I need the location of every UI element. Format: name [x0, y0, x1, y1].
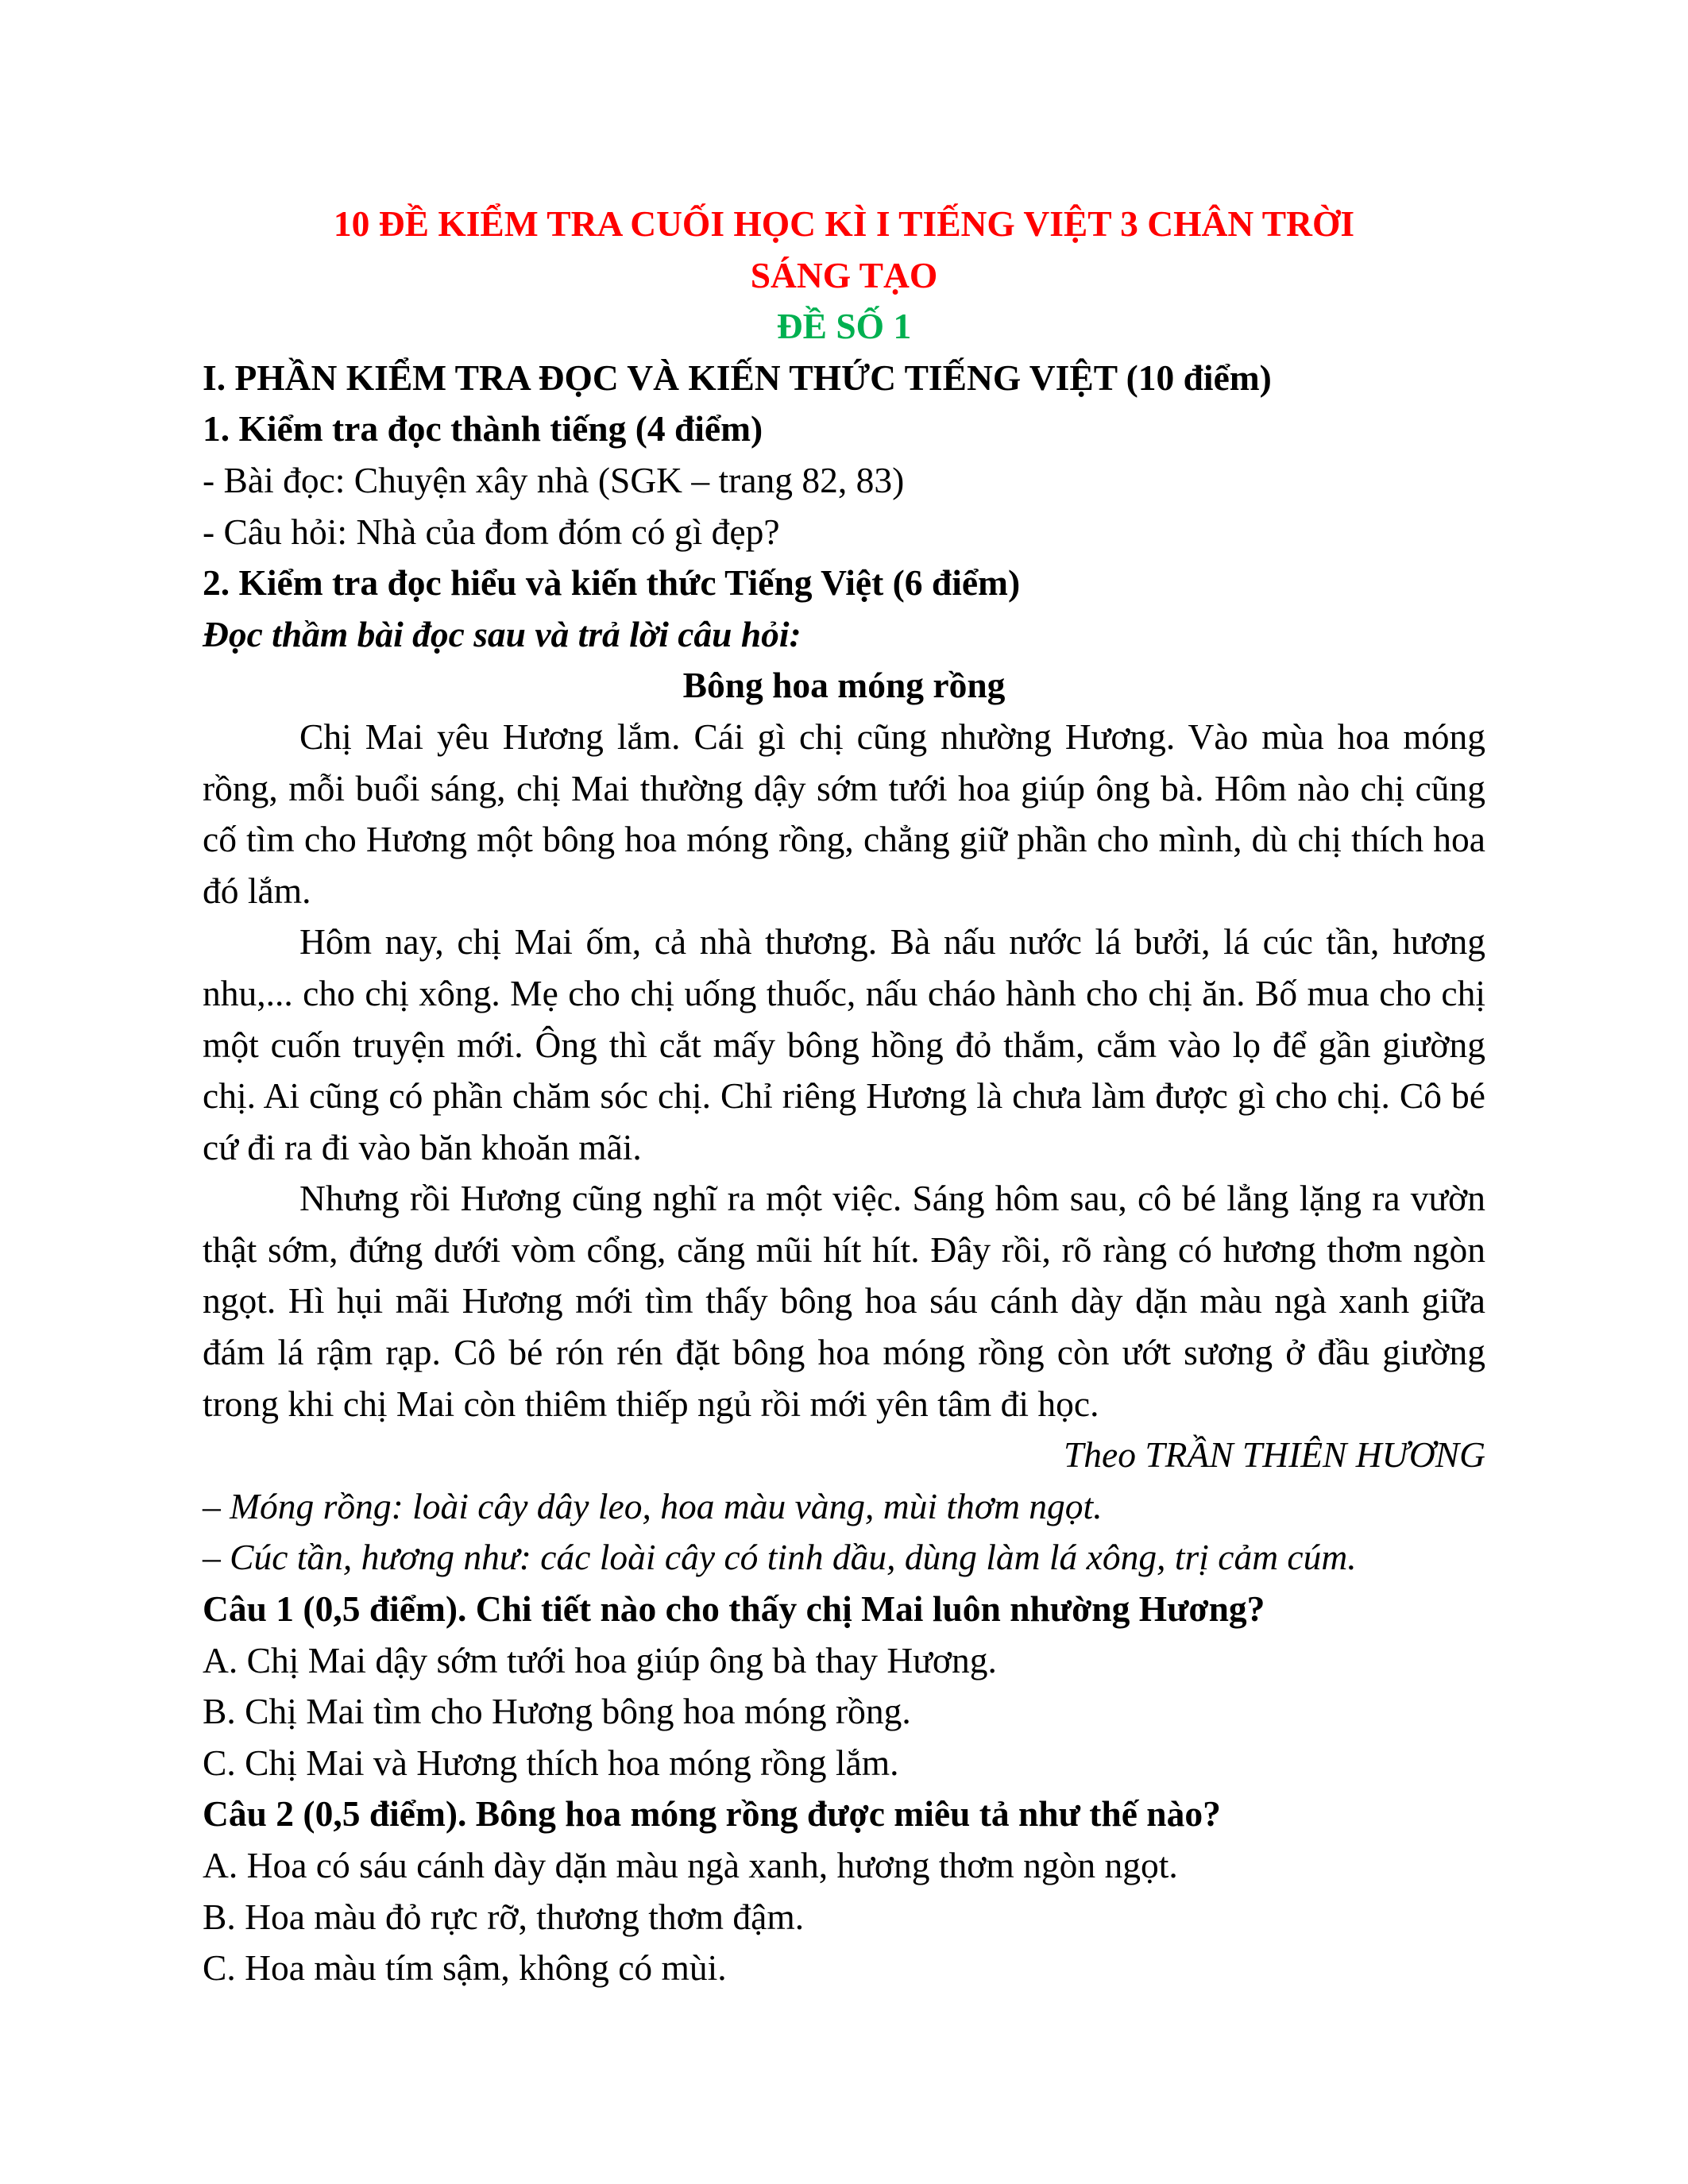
story-note: – Cúc tần, hương như: các loài cây có tinh dầu, dùng làm lá xông, trị cảm cúm.: [203, 1537, 1357, 1578]
story-paragraph: Hôm nay, chị Mai ốm, cả nhà thương. Bà nấu nước lá bưởi, lá cúc tần, hương nhu,... cho chị xông. Mẹ cho chị uống thuốc, nấu cháo hành cho chị ăn. Bố mua cho chị một cuốn truyện mới. Ông thì cắt mấy bông hồng đỏ thắm, cắm vào lọ để gần giường chị. Ai cũng có phần chăm sóc chị. Chỉ riêng Hương là chưa làm được gì cho chị. Cô bé cứ đi ra đi vào băn khoăn mãi.: [203, 921, 1485, 1167]
comprehension-heading: 2. Kiểm tra đọc hiểu và kiến thức Tiếng Việt (6 điểm): [203, 562, 1021, 604]
story-title: Bông hoa móng rồng: [682, 665, 1006, 706]
comprehension-instruction: Đọc thầm bài đọc sau và trả lời câu hỏi:: [203, 613, 802, 654]
question-2-option-c: C. Hoa màu tím sậm, không có mùi.: [203, 1947, 727, 1989]
question-1-option-b: B. Chị Mai tìm cho Hương bông hoa móng rồng.: [203, 1691, 911, 1732]
reading-aloud-heading: 1. Kiểm tra đọc thành tiếng (4 điểm): [203, 408, 763, 450]
question-2-prompt: Câu 2 (0,5 điểm). Bông hoa móng rồng được miêu tả như thế nào?: [203, 1793, 1221, 1835]
exam-number: ĐỀ SỐ 1: [776, 306, 912, 347]
question-2-option-b: B. Hoa màu đỏ rực rỡ, thương thơm đậm.: [203, 1896, 805, 1937]
story-note: – Móng rồng: loài cây dây leo, hoa màu vàng, mùi thơm ngọt.: [203, 1485, 1103, 1526]
document-title-line2: SÁNG TẠO: [750, 254, 938, 295]
part1-heading: I. PHẦN KIỂM TRA ĐỌC VÀ KIẾN THỨC TIẾNG VIỆT (10 điểm): [203, 357, 1272, 398]
reading-aloud-lesson: - Bài đọc: Chuyện xây nhà (SGK – trang 82, 83): [203, 459, 905, 500]
question-1-option-a: A. Chị Mai dậy sớm tưới hoa giúp ông bà thay Hương.: [203, 1639, 997, 1680]
document-page: [203, 199, 1485, 1994]
question-2-option-a: A. Hoa có sáu cánh dày dặn màu ngà xanh, hương thơm ngòn ngọt.: [203, 1845, 1178, 1885]
reading-aloud-question: - Câu hỏi: Nhà của đom đóm có gì đẹp?: [203, 511, 780, 552]
story-source: Theo TRẦN THIÊN HƯƠNG: [1063, 1434, 1485, 1476]
story-paragraph: Chị Mai yêu Hương lắm. Cái gì chị cũng nhường Hương. Vào mùa hoa móng rồng, mỗi buổi sáng, chị Mai thường dậy sớm tưới hoa giúp ông bà. Hôm nào chị cũng cố tìm cho Hương một bông hoa móng rồng, chẳng giữ phần cho mình, dù chị thích hoa đó lắm.: [203, 716, 1485, 911]
story-paragraph: Nhưng rồi Hương cũng nghĩ ra một việc. Sáng hôm sau, cô bé lẳng lặng ra vườn thật sớm, đứng dưới vòm cổng, căng mũi hít hít. Đây rồi, rõ ràng có hương thơm ngòn ngọt. Hì hụi mãi Hương mới tìm thấy bông hoa sáu cánh dày dặn màu ngà xanh giữa đám lá rậm rạp. Cô bé rón rén đặt bông hoa móng rồng còn ướt sương ở đầu giường trong khi chị Mai còn thiêm thiếp ngủ rồi mới yên tâm đi học.: [203, 1178, 1485, 1424]
question-1-prompt: Câu 1 (0,5 điểm). Chi tiết nào cho thấy chị Mai luôn nhường Hương?: [203, 1588, 1265, 1630]
question-1-option-c: C. Chị Mai và Hương thích hoa móng rồng lắm.: [203, 1742, 899, 1783]
document-title-line1: 10 ĐỀ KIỂM TRA CUỐI HỌC KÌ I TIẾNG VIỆT 3 CHÂN TRỜI: [333, 203, 1355, 244]
